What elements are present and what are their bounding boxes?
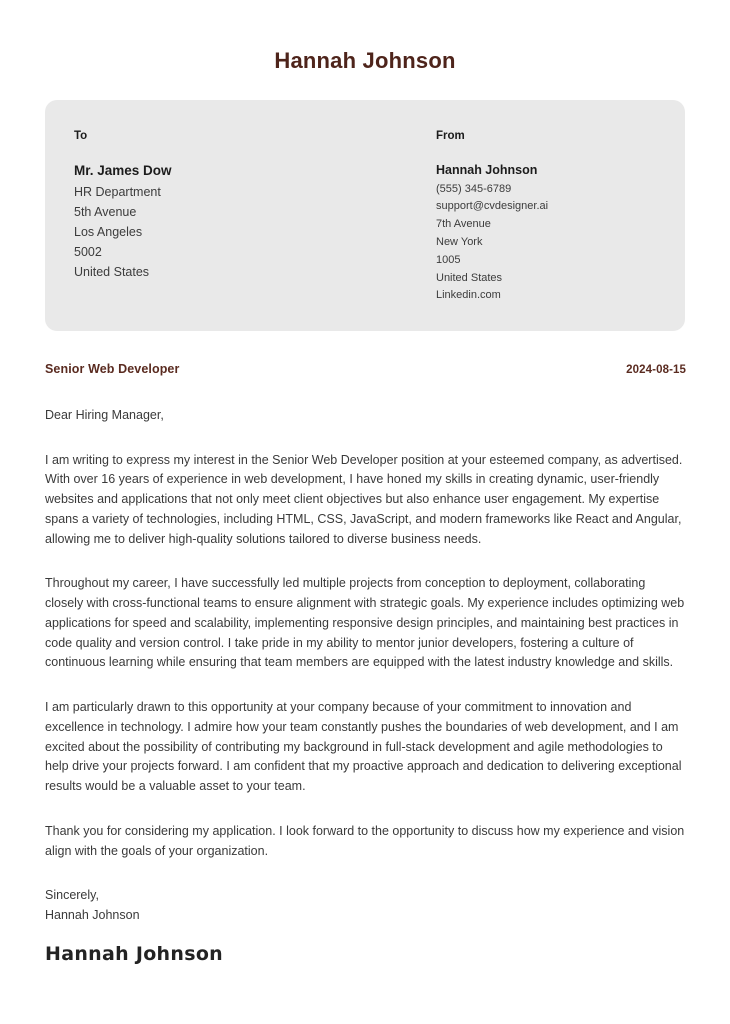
recipient-line: 5th Avenue (74, 205, 137, 220)
recipient-name: Mr. James Dow (74, 163, 172, 179)
closing-salutation: Sincerely, (45, 888, 99, 903)
closing-block (45, 886, 685, 925)
letter-date: 2024-08-15 (626, 364, 686, 377)
body-paragraph: I am writing to express my interest in the Senior Web Developer position at your esteemed company, as advertised. With over 16 years of experience in web development, I have honed my skills in creating dynamic, user-friendly websites and applications that not only meet client objectives but also enhance user engagement. My expertise spans a variety of technologies, including HTML, CSS, JavaScript, and modern frameworks like React and Angular, allowing me to deliver high-quality solutions tailored to diverse business needs. (45, 452, 683, 546)
body-paragraph: Thank you for considering my application. I look forward to the opportunity to discuss how my experience and vision align with the goals of your organization. (45, 823, 685, 858)
sender-label: From (436, 130, 465, 143)
subject-row (45, 362, 686, 376)
sender-line: United States (436, 271, 503, 284)
sender-phone: (555) 345-6789 (436, 182, 512, 195)
recipient-block (74, 130, 365, 305)
sender-line: 7th Avenue (436, 218, 491, 231)
salutation: Dear Hiring Manager, (45, 408, 164, 423)
sender-email: support@cvdesigner.ai (436, 200, 549, 213)
recipient-line: Los Angeles (74, 225, 143, 240)
letter-body (45, 376, 685, 966)
sender-name: Hannah Johnson (436, 163, 538, 178)
closing-name: Hannah Johnson (45, 907, 140, 922)
sender-website: Linkedin.com (436, 289, 501, 302)
job-title: Senior Web Developer (45, 362, 180, 377)
recipient-label: To (74, 130, 88, 143)
recipient-line: United States (74, 265, 150, 280)
recipient-line: 5002 (74, 245, 102, 260)
page-title: Hannah Johnson (274, 48, 456, 73)
recipient-line: HR Department (74, 185, 161, 200)
signature: Hannah Johnson (45, 943, 224, 966)
sender-block (365, 130, 656, 305)
body-paragraph: Throughout my career, I have successfully led multiple projects from conception to deployment, collaborating closely with cross-functional teams to ensure alignment with strategic goals. My experience includes optimizing web applications for speed and scalability, implementing responsive design principles, and maintaining best practices in code quality and version control. I take pride in my ability to mentor junior developers, fostering a culture of continuous learning while ensuring that team members are equipped with the latest industry knowledge and skills. (45, 576, 685, 670)
address-card (45, 100, 685, 331)
body-paragraph: I am particularly drawn to this opportunity at your company because of your commitment to innovation and excellence in technology. I admire how your team constantly pushes the boundaries of web development, and I am excited about the possibility of contributing my background in full-stack development and agile methodologies to help drive your projects forward. I am confident that my proactive approach and dedication to delivering exceptional results would be a valuable asset to your team. (45, 700, 682, 794)
sender-line: 1005 (436, 253, 461, 266)
sender-line: New York (436, 236, 483, 248)
